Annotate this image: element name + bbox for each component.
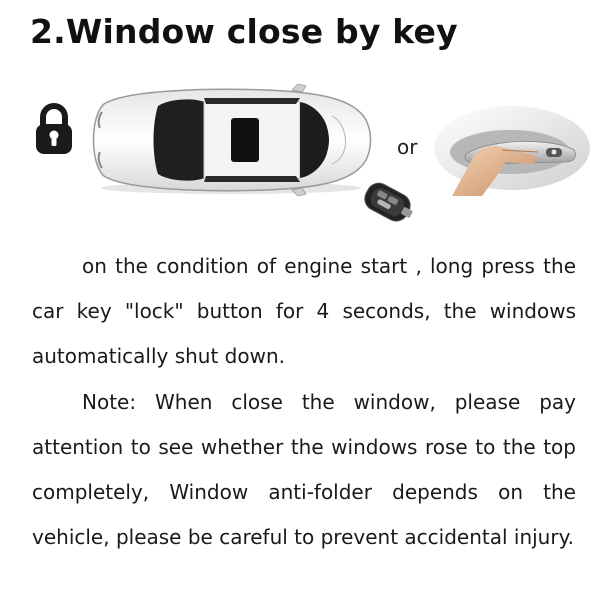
- note-paragraph: [32, 380, 576, 560]
- instruction-paragraph: [32, 244, 576, 379]
- padlock-icon: [34, 102, 74, 156]
- or-connector: or: [397, 135, 418, 159]
- note-text: Note: When close the window, please pay attention to see whether the windows rose to the top completely, Window anti-folder depends on the vehicle, please be careful to prevent accidental injury.: [32, 390, 576, 549]
- door-handle-hand-illustration: [430, 104, 590, 196]
- page-title: 2.Window close by key: [30, 12, 458, 51]
- instruction-text: on the condition of engine start , long press the car key "lock" button for 4 seconds, the windows automatically shut down.: [32, 254, 576, 368]
- car-key-fob-illustration: [356, 174, 418, 232]
- car-top-view-illustration: [86, 84, 376, 196]
